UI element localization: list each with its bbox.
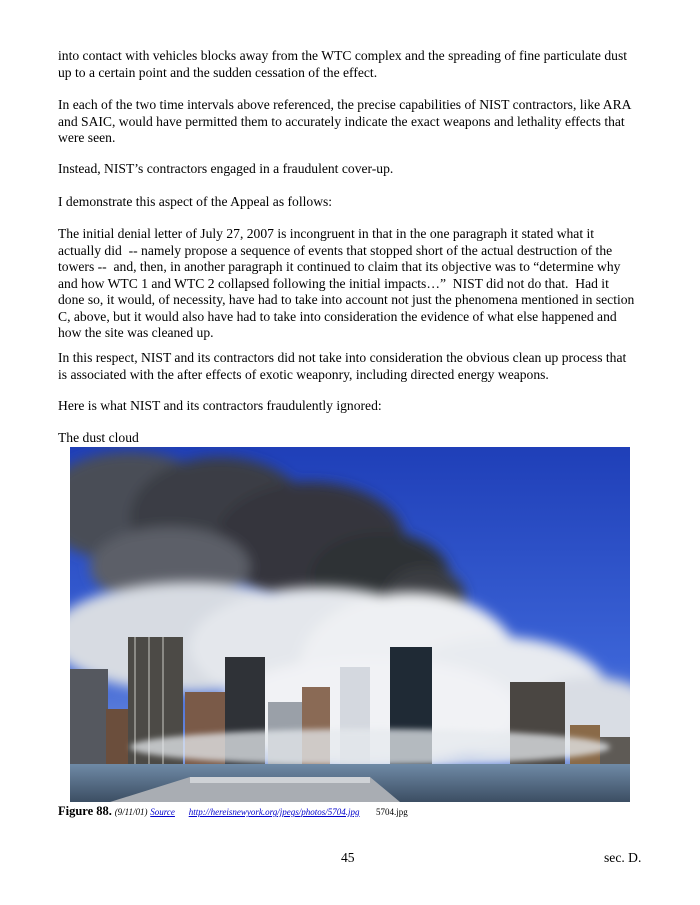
paragraph-3: Instead, NIST’s contractors engaged in a fraudulent cover-up. — [58, 161, 394, 176]
paragraph-6: In this respect, NIST and its contractors did not take into consideration the obvious clean up process that is associated with the after effects of exotic weaponry, including directed energy weapons. — [58, 350, 627, 382]
paragraph-1: into contact with vehicles blocks away from the WTC complex and the spreading of fine particulate dust up to a certain point and the sudden cessation of the effect. — [58, 48, 628, 80]
figure-filename: 5704.jpg — [376, 807, 408, 817]
source-link[interactable]: Source — [150, 807, 175, 817]
paragraph-4: I demonstrate this aspect of the Appeal as follows: — [58, 194, 333, 209]
figure-label: Figure 88. — [58, 804, 112, 818]
page-number: 45 — [341, 850, 355, 865]
dust-cloud-photo — [70, 447, 630, 802]
figure-date: (9/11/01) — [114, 807, 148, 817]
paragraph-2: In each of the two time intervals above referenced, the precise capabilities of NIST contractors, like ARA and SAIC, would have permitted them to accurately indicate the exact weapons and lethality effects that were seen. — [58, 97, 632, 145]
paragraph-7: Here is what NIST and its contractors fraudulently ignored: — [58, 398, 382, 413]
paragraph-5: The initial denial letter of July 27, 2007 is incongruent in that in the one paragraph it stated what it actually did -- namely propose a sequence of events that stopped short of the actual destruction of the towers -- and, then, in another paragraph it continued to claim that its objective was to “determine why and how WTC 1 and WTC 2 collapsed following the initial impacts…” NIST did not do that. Had it done so, it would, of necessity, have had to take into account not just the phenomena mentioned in section C, above, but it would also have had to take into consideration the evidence of what else happened and how the site was cleaned up. — [58, 226, 635, 340]
figure-caption — [58, 804, 408, 819]
section-label: sec. D. — [604, 850, 642, 865]
url-link[interactable]: http://hereisnewyork.org/jpegs/photos/5704.jpg — [188, 807, 360, 817]
paragraph-8: The dust cloud — [58, 430, 139, 445]
